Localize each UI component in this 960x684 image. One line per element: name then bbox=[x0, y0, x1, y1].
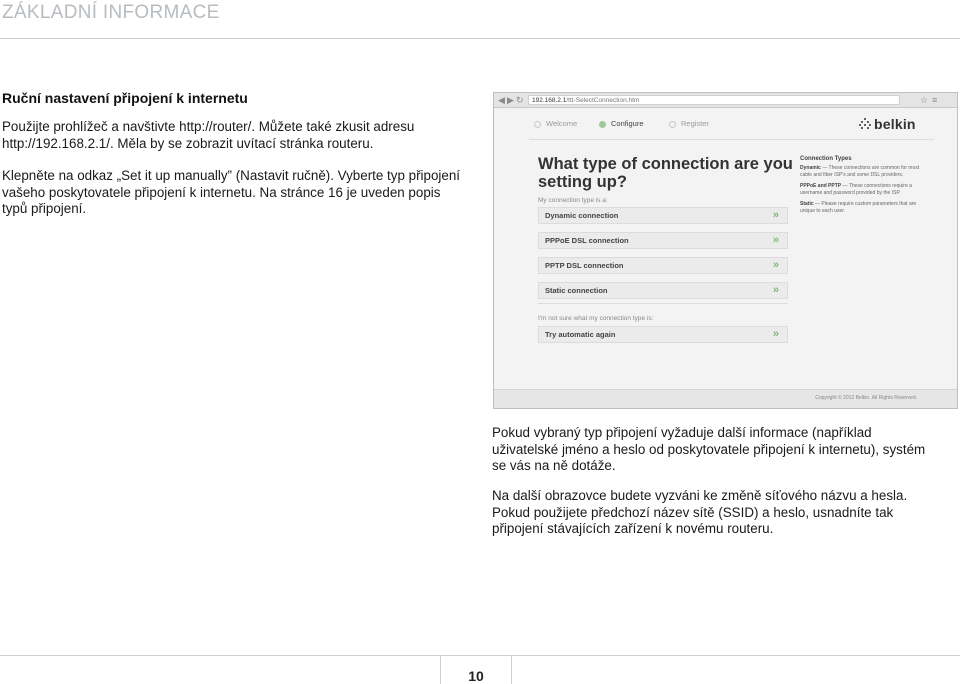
page-number-box bbox=[440, 656, 512, 684]
document-header-title: ZÁKLADNÍ INFORMACE bbox=[2, 2, 220, 23]
paragraph-browser-instructions: Použijte prohlížeč a navštivte http://router/. Můžete také zkusit adresu http://192.168.2.1/. Měla by se zobrazit uvítací stránka routeru. bbox=[2, 119, 415, 151]
options-divider bbox=[538, 303, 788, 304]
step-dot-icon bbox=[534, 121, 541, 128]
connection-prompt: My connection type is a: bbox=[538, 197, 608, 204]
copyright-text: Copyright © 2012 Belkin. All Rights Reserved. bbox=[815, 395, 917, 401]
chevron-right-icon: » bbox=[772, 209, 779, 221]
browser-toolbar bbox=[494, 93, 957, 108]
section-heading: Ruční nastavení připojení k internetu bbox=[2, 90, 248, 106]
checkmark-icon bbox=[599, 121, 606, 128]
step-welcome: Welcome bbox=[534, 118, 577, 130]
step-register: Register bbox=[669, 118, 709, 130]
page-number: 10 bbox=[468, 668, 484, 684]
option-try-automatic: Try automatic again » bbox=[538, 326, 788, 343]
star-icon: ☆ bbox=[920, 95, 929, 105]
paragraph-additional-info: Pokud vybraný typ připojení vyžaduje další informace (například uživatelské jméno a heslo od poskytovatele připojení k internetu), systém se vás na ně dotáže. bbox=[492, 425, 926, 473]
step-dot-icon bbox=[669, 121, 676, 128]
chevron-right-icon: » bbox=[772, 259, 779, 271]
option-pppoe-connection: PPPoE DSL connection » bbox=[538, 232, 788, 249]
router-setup-screenshot bbox=[493, 92, 958, 409]
connection-question: What type of connection are you setting up? bbox=[538, 155, 793, 191]
chevron-right-icon: » bbox=[772, 284, 779, 296]
chevron-right-icon: » bbox=[772, 328, 779, 340]
chevron-right-icon: » bbox=[772, 234, 779, 246]
screenshot-footer bbox=[494, 389, 957, 408]
step-configure: Configure bbox=[599, 118, 644, 130]
option-pptp-connection: PPTP DSL connection » bbox=[538, 257, 788, 274]
reload-icon: ↻ bbox=[516, 95, 524, 105]
info-item: Dynamic — These connections are common for most cable and fiber ISP's and some DSL providers. bbox=[800, 165, 920, 178]
connection-types-info bbox=[800, 156, 930, 219]
forward-arrow-icon: ▶ bbox=[507, 95, 514, 105]
back-arrow-icon: ◀ bbox=[498, 95, 505, 105]
paragraph-manual-setup: Klepněte na odkaz „Set it up manually” (Nastavit ručně). Vyberte typ připojení vašeho poskytovatele připojení k internetu. Na stránce 16 je uveden popis typů připojení. bbox=[2, 168, 460, 216]
info-item: Static — Please require custom parameters that are unique to each user. bbox=[800, 201, 917, 214]
wrench-icon: ≡ bbox=[932, 95, 938, 105]
info-heading: Connection Types bbox=[800, 156, 852, 162]
belkin-logo: belkin bbox=[859, 116, 916, 132]
screenshot-divider bbox=[529, 139, 934, 140]
paragraph-network-name: Na další obrazovce budete vyzváni ke změně síťového názvu a hesla. Pokud použijete předchozí název sítě (SSID) a heslo, usnadníte tak připojení stávajících zařízení k novému routeru. bbox=[492, 488, 908, 536]
option-static-connection: Static connection » bbox=[538, 282, 788, 299]
unsure-prompt: I'm not sure what my connection type is: bbox=[538, 315, 654, 322]
info-item: PPPoE and PPTP — These connections require a username and password provided by the ISP. bbox=[800, 183, 912, 196]
address-bar: 192.168.2.1/ttt-SelectConnection.htm bbox=[528, 95, 900, 105]
header-divider bbox=[0, 38, 960, 39]
belkin-dots-icon bbox=[859, 118, 871, 130]
option-dynamic-connection: Dynamic connection » bbox=[538, 207, 788, 224]
